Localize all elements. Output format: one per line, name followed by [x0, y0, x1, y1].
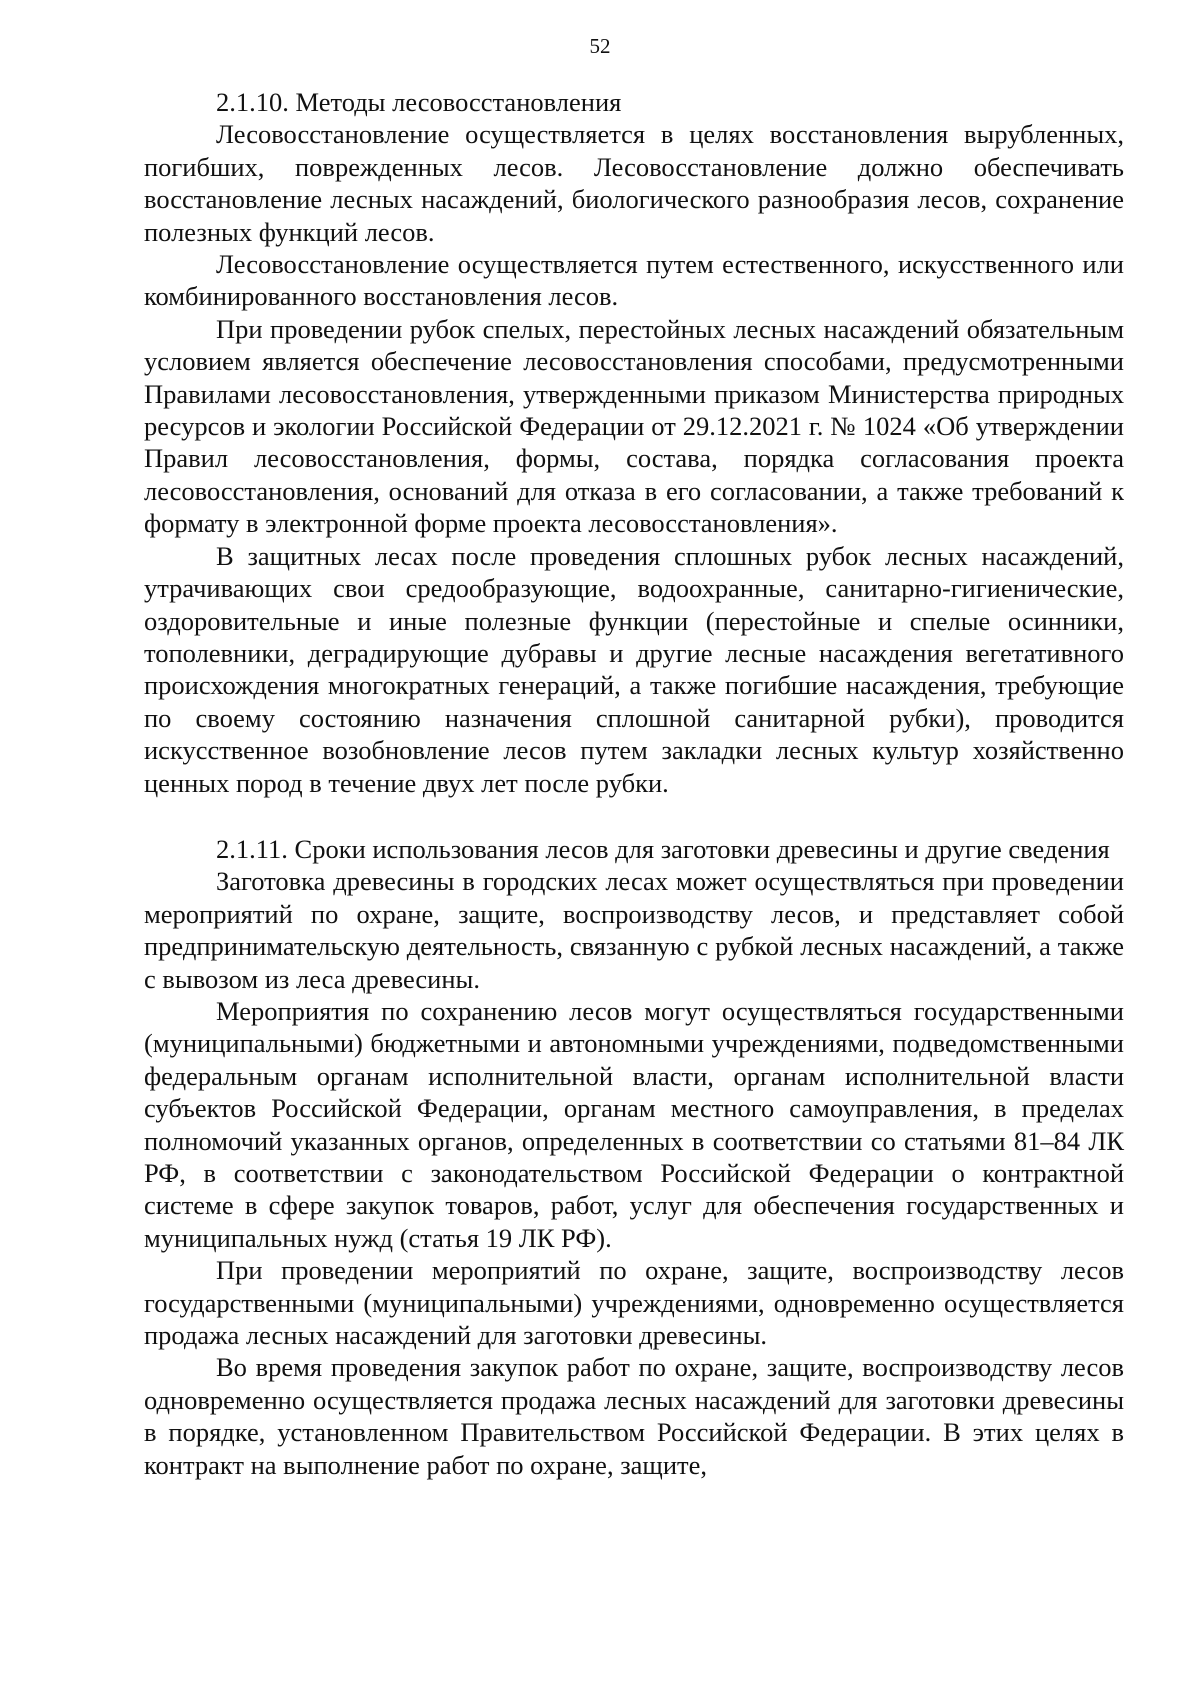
- section-timber-harvesting: [144, 833, 1124, 1481]
- paragraph: Мероприятия по сохранению лесов могут осуществляться государственными (муниципальными) бюджетными и автономными учреждениями, подведомственными федеральным органам исполнительной власти, органам исполнительной власти субъектов Российской Федерации, органам местного самоуправления, в пределах полномочий указанных органов, определенных в соответствии со статьями 81–84 ЛК РФ, в соответствии с законодательством Российской Федерации о контрактной системе в сфере закупок товаров, работ, услуг для обеспечения государственных и муниципальных нужд (статья 19 ЛК РФ).: [144, 995, 1124, 1253]
- paragraph: В защитных лесах после проведения сплошных рубок лесных насаждений, утрачивающих свои средообразующие, водоохранные, санитарно-гигиенические, оздоровительные и иные полезные функции (перестойные и спелые осинники, тополевники, деградирующие дубравы и другие лесные насаждения вегетативного происхождения многократных генераций, а также погибшие насаждения, требующие по своему состоянию назначения сплошной санитарной рубки), проводится искусственное возобновление лесов путем закладки лесных культур хозяйственно ценных пород в течение двух лет после рубки.: [144, 540, 1124, 798]
- paragraph: Заготовка древесины в городских лесах может осуществляться при проведении мероприятий по охране, защите, воспроизводству лесов, и представляет собой предпринимательскую деятельность, связанную с рубкой лесных насаждений, а также с вывозом из леса древесины.: [144, 866, 1124, 994]
- section-spacer: [144, 799, 1124, 833]
- section-heading: 2.1.11. Сроки использования лесов для заготовки древесины и другие сведения: [216, 833, 1110, 864]
- paragraph: При проведении рубок спелых, перестойных лесных насаждений обязательным условием является обеспечение лесовосстановления способами, предусмотренными Правилами лесовосстановления, утвержденными приказом Министерства природных ресурсов и экологии Российской Федерации от 29.12.2021 г. № 1024 «Об утверждении Правил лесовосстановления, формы, состава, порядка согласования проекта лесовосстановления, оснований для отказа в его согласовании, а также требований к формату в электронной форме проекта лесовосстановления».: [144, 313, 1124, 539]
- section-methods-reforestation: [144, 86, 1124, 799]
- document-body: [144, 86, 1124, 1481]
- paragraph: Во время проведения закупок работ по охране, защите, воспроизводству лесов одновременно осуществляется продажа лесных насаждений для заготовки древесины в порядке, установленном Правительством Российской Федерации. В этих целях в контракт на выполнение работ по охране, защите,: [144, 1352, 1124, 1480]
- paragraph: При проведении мероприятий по охране, защите, воспроизводству лесов государственными (муниципальными) учреждениями, одновременно осуществляется продажа лесных насаждений для заготовки древесины.: [144, 1255, 1124, 1351]
- section-heading: 2.1.10. Методы лесовосстановления: [216, 87, 622, 117]
- paragraph: Лесовосстановление осуществляется в целях восстановления вырубленных, погибших, поврежденных лесов. Лесовосстановление должно обеспечивать восстановление лесных насаждений, биологического разнообразия лесов, сохранение полезных функций лесов.: [144, 119, 1124, 247]
- paragraph: Лесовосстановление осуществляется путем естественного, искусственного или комбинированного восстановления лесов.: [144, 249, 1124, 312]
- page-number: 52: [589, 34, 611, 58]
